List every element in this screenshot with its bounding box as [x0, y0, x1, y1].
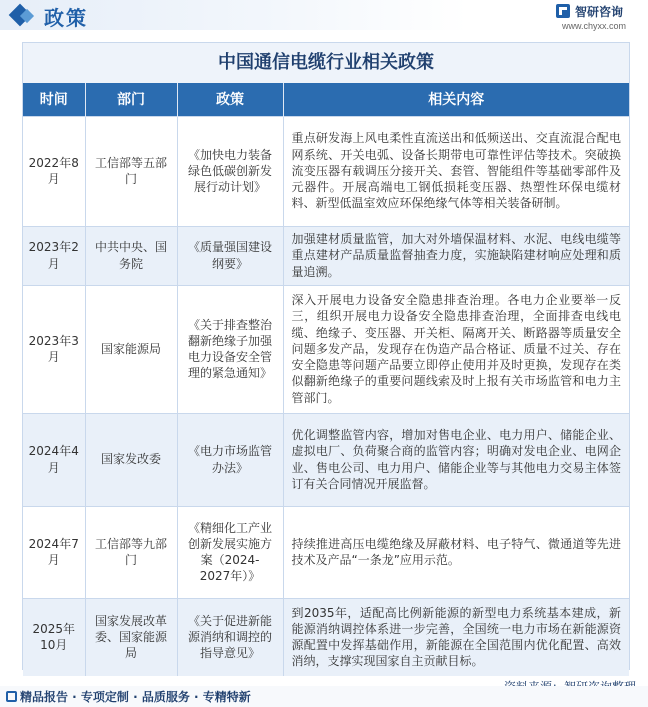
table-row: [23, 598, 629, 676]
cell-dept: 工信部等五部门: [85, 116, 177, 226]
cell-time: 2022年8月: [23, 116, 85, 226]
column-header-time: 时间: [23, 83, 85, 116]
cell-content: 优化调整监管内容，增加对售电企业、电力用户、储能企业、虚拟电厂、负荷聚合商的监管内容；明确对发电企业、电网企业、售电公司、电力用户、储能企业等与其他电力交易主体签订有关合同情况开展监督。: [283, 413, 629, 506]
cell-time: 2023年2月: [23, 226, 85, 285]
brand-name: 智研咨询: [575, 5, 624, 19]
column-header-dept: 部门: [85, 83, 177, 116]
cell-content: 加强建材质量监管，加大对外墙保温材料、水泥、电线电缆等重点建材产品质量监督抽查力度，实施缺陷建材响应处理和质量追溯。: [283, 226, 629, 285]
cell-policy: 《精细化工产业创新发展实施方案（2024-2027年）》: [177, 506, 283, 598]
cell-policy: 《电力市场监管办法》: [177, 413, 283, 506]
policy-card: [22, 42, 630, 670]
brand-url: www.chyxx.com: [562, 21, 627, 31]
cell-dept: 国家发展改革委、国家能源局: [85, 598, 177, 676]
cell-policy: 《加快电力装备绿色低碳创新发展行动计划》: [177, 116, 283, 226]
cell-content: 持续推进高压电缆绝缘及屏蔽材料、电子特气、微通道等先进技术及产品“一条龙”应用示范。: [283, 506, 629, 598]
cell-time: 2025年10月: [23, 598, 85, 676]
cell-time: 2024年7月: [23, 506, 85, 598]
column-header-content: 相关内容: [283, 83, 629, 116]
footer-bottom-bar: [0, 686, 648, 707]
section-title: 政策: [44, 6, 88, 30]
cell-dept: 国家发改委: [85, 413, 177, 506]
table-title: 中国通信电缆行业相关政策: [218, 52, 434, 73]
table-row: [23, 506, 629, 598]
brand-logo-icon: [556, 4, 570, 18]
table-header-row: [23, 83, 629, 116]
cell-content: 到2035年，适配高比例新能源的新型电力系统基本建成，新能源消纳调控体系进一步完善，全国统一电力市场在新能源资源配置中发挥基础作用，新能源在全国范围内优化配置、高效消纳，支撑实现国家自主贡献目标。: [283, 598, 629, 676]
cell-time: 2024年4月: [23, 413, 85, 506]
footer-tags: [6, 688, 251, 705]
table-row: [23, 226, 629, 285]
cell-time: 2023年3月: [23, 285, 85, 413]
page-header: [0, 0, 648, 34]
footer-tags-text: 精品报告 · 专项定制 · 品质服务 · 专精特新: [20, 690, 251, 704]
cell-policy: 《关于排查整治翻新绝缘子加强电力设备安全管理的紧急通知》: [177, 285, 283, 413]
report-icon: [6, 691, 17, 702]
table-row: [23, 285, 629, 413]
cell-content: 重点研发海上风电柔性直流送出和低频送出、交直流混合配电网系统、开关电弧、设备长期带电可靠性评估等技术。突破换流变压器有载调压分接开关、套管、智能组件等基础零部件及元器件。开展高端电工钢低损耗变压器、热塑性环保电缆材料、新型低温室效应环保绝缘气体等相关装备研制。: [283, 116, 629, 226]
cell-dept: 中共中央、国务院: [85, 226, 177, 285]
cell-policy: 《质量强国建设纲要》: [177, 226, 283, 285]
cell-dept: 国家能源局: [85, 285, 177, 413]
column-header-policy: 政策: [177, 83, 283, 116]
policy-table: [23, 83, 629, 676]
table-row: [23, 413, 629, 506]
table-row: [23, 116, 629, 226]
cell-content: 深入开展电力设备安全隐患排查治理。各电力企业要举一反三，组织开展电力设备安全隐患排查治理，全面排查电线电缆、绝缘子、变压器、开关柜、隔离开关、断路器等质量安全问题多发产品，发现存在伪造产品合格证、质量不过关、存在安全隐患等问题产品要立即停止使用并及时更换，发现存在类似翻新绝缘子的重要问题线索及时上报有关市场监管和电力主管部门。: [283, 285, 629, 413]
cell-policy: 《关于促进新能源消纳和调控的指导意见》: [177, 598, 283, 676]
cell-dept: 工信部等九部门: [85, 506, 177, 598]
